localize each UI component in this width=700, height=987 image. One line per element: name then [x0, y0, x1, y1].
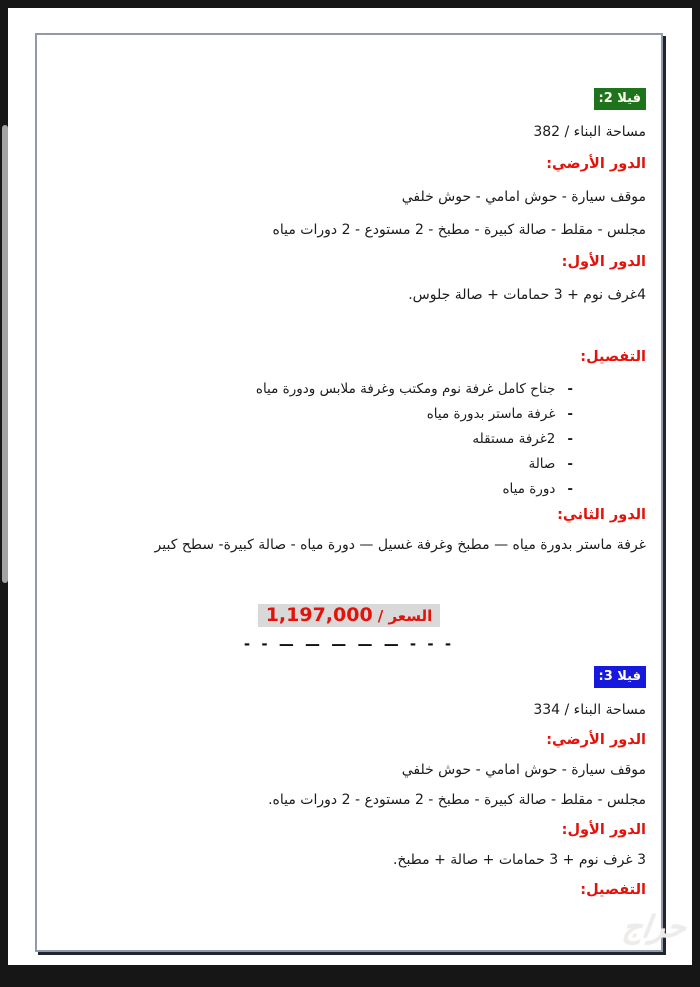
- bullet-dash: -: [567, 406, 573, 422]
- villa3-title-row: [52, 664, 646, 688]
- haraj-watermark-logo: حراج: [620, 910, 689, 945]
- villa2-price-row: [52, 602, 646, 629]
- list-item: [52, 380, 573, 398]
- villa2-second-floor-heading: الدور الثاني:: [557, 507, 646, 523]
- villa3-first-floor-heading: الدور الأول:: [561, 822, 646, 838]
- list-item: [52, 455, 573, 473]
- bullet-dash: -: [567, 481, 573, 497]
- villa2-ground-floor-line1: موقف سيارة - حوش امامي - حوش خلفي: [401, 189, 646, 205]
- list-item: [52, 430, 573, 448]
- list-item-text: 2غرفة مستقله: [472, 431, 556, 447]
- villa2-title-highlight: فيلا 2:: [594, 88, 646, 110]
- list-item: [52, 480, 573, 498]
- list-item-text: جناح كامل غرفة نوم ومكتب وغرفة ملابس ودورة مياه: [255, 381, 556, 397]
- document-border-frame: [35, 33, 663, 952]
- villa3-details-heading: التفصيل:: [580, 882, 646, 898]
- villa2-first-floor-line: 4غرف نوم + 3 حمامات + صالة جلوس.: [408, 287, 646, 303]
- villa2-ground-floor-heading: الدور الأرضي:: [546, 156, 646, 172]
- villa2-first-floor-heading: الدور الأول:: [561, 254, 646, 270]
- villa3-first-floor-line: 3 غرف نوم + 3 حمامات + صالة + مطبخ.: [392, 852, 646, 868]
- price-value: 1,197,000: [265, 604, 373, 626]
- villa3-ground-floor-line2: مجلس - مقلط - صالة كبيرة - مطبخ - 2 مستودع - 2 دورات مياه.: [268, 792, 646, 808]
- villa2-title-row: [52, 86, 646, 110]
- villa3-ground-floor-line1: موقف سيارة - حوش امامي - حوش خلفي: [401, 762, 646, 778]
- list-item-text: دورة مياه: [502, 481, 556, 497]
- list-item: [52, 405, 573, 423]
- villa2-second-floor-line: غرفة ماستر بدورة مياه — مطبخ وغرفة غسيل — دورة مياه - صالة كبيرة- سطح كبير: [154, 537, 646, 553]
- section-separator: - - — — — — — - - -: [243, 635, 455, 653]
- villa2-area: مساحة البناء / 382: [533, 124, 646, 140]
- document-content: [37, 35, 661, 900]
- villa2-details-heading: التفصيل:: [580, 349, 646, 365]
- list-item-text: صالة: [528, 456, 556, 472]
- bullet-dash: -: [567, 381, 573, 397]
- bullet-dash: -: [567, 431, 573, 447]
- villa3-area: مساحة البناء / 334: [533, 702, 646, 718]
- villa2-details-list: [52, 380, 573, 498]
- bullet-dash: -: [567, 456, 573, 472]
- villa2-ground-floor-line2: مجلس - مقلط - صالة كبيرة - مطبخ - 2 مستودع - 2 دورات مياه: [272, 222, 646, 238]
- price-label: السعر /: [377, 607, 433, 625]
- price-highlight: [258, 604, 441, 627]
- villa3-ground-floor-heading: الدور الأرضي:: [546, 732, 646, 748]
- scrollbar-track[interactable]: [0, 0, 8, 987]
- document-page: [8, 8, 692, 965]
- list-item-text: غرفة ماستر بدورة مياه: [426, 406, 556, 422]
- villa3-title-highlight: فيلا 3:: [594, 666, 646, 688]
